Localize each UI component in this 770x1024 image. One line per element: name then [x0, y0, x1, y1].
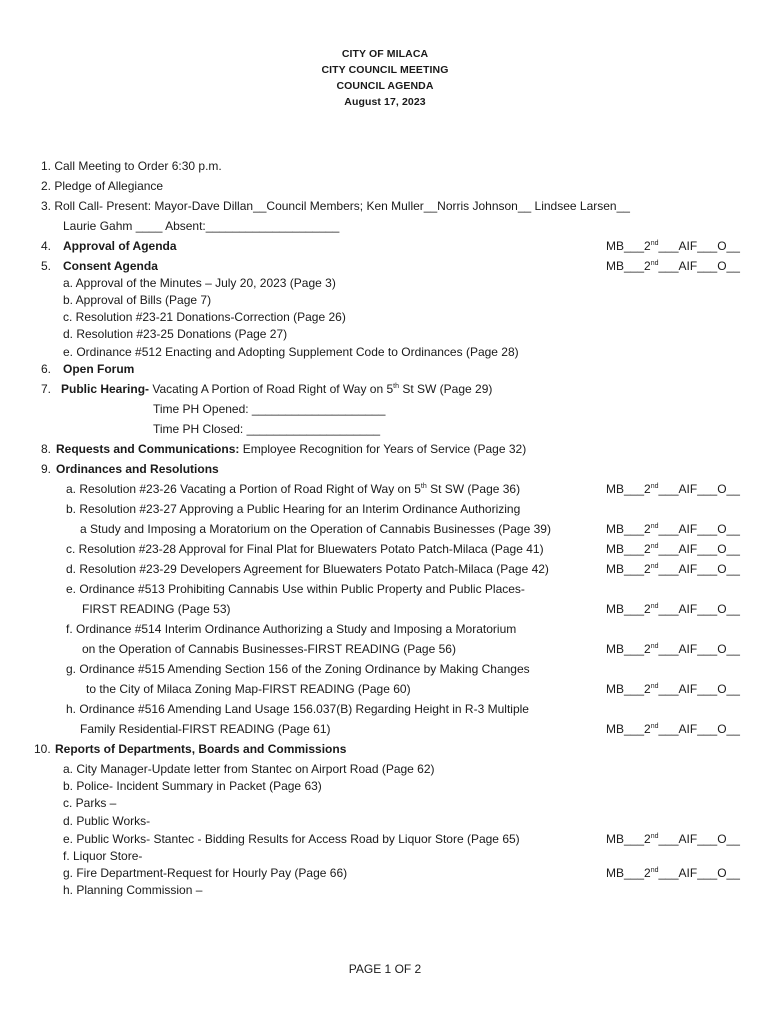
- vote-line: MB___2nd___AIF___O__: [606, 522, 740, 536]
- page-footer: PAGE 1 OF 2: [348, 962, 422, 976]
- item-9b: b. Resolution #23-27 Approving a Public Hearing for an Interim Ordinance Authorizing: [66, 502, 521, 516]
- item-9d: d. Resolution #23-29 Developers Agreement for Bluewaters Potato Patch-Milaca (Page 42): [66, 562, 549, 576]
- vote-line: MB___2nd___AIF___O__: [606, 259, 740, 273]
- item-5c: c. Resolution #23-21 Donations-Correction (Page 26): [63, 310, 346, 324]
- item-1: 1. Call Meeting to Order 6:30 p.m.: [41, 159, 222, 173]
- item-10c: c. Parks –: [63, 796, 117, 810]
- item-10e: e. Public Works- Stantec - Bidding Results for Access Road by Liquor Store (Page 65): [63, 832, 520, 846]
- header-meeting: CITY COUNCIL MEETING: [321, 64, 449, 76]
- vote-line: MB___2nd___AIF___O__: [606, 832, 740, 846]
- item-6-number: 6.: [41, 362, 52, 376]
- item-9e-continued: FIRST READING (Page 53): [82, 602, 231, 616]
- item-10b: b. Police- Incident Summary in Packet (Page 63): [63, 779, 322, 793]
- item-6: Open Forum: [63, 362, 135, 376]
- item-9b-continued: a Study and Imposing a Moratorium on the Operation of Cannabis Businesses (Page 39): [80, 522, 551, 536]
- item-9c: c. Resolution #23-28 Approval for Final Plat for Bluewaters Potato Patch-Milaca (Page 41): [66, 542, 544, 556]
- item-7: Public Hearing- Vacating A Portion of Road Right of Way on 5th St SW (Page 29): [61, 382, 493, 396]
- vote-line: MB___2nd___AIF___O__: [606, 722, 740, 736]
- ph-opened: Time PH Opened: ____________________: [153, 402, 386, 416]
- item-9g-continued: to the City of Milaca Zoning Map-FIRST READING (Page 60): [86, 682, 411, 696]
- item-9g: g. Ordinance #515 Amending Section 156 of the Zoning Ordinance by Making Changes: [66, 662, 530, 676]
- item-9f: f. Ordinance #514 Interim Ordinance Authorizing a Study and Imposing a Moratorium: [66, 622, 517, 636]
- header-date: August 17, 2023: [344, 96, 426, 108]
- vote-line: MB___2nd___AIF___O__: [606, 562, 740, 576]
- ph-closed: Time PH Closed: ____________________: [153, 422, 381, 436]
- item-3: 3. Roll Call- Present: Mayor-Dave Dillan__Council Members; Ken Muller__Norris Johnson__ Lindsee Larsen__: [41, 199, 630, 213]
- item-5b: b. Approval of Bills (Page 7): [63, 293, 212, 307]
- item-8-number: 8.: [41, 442, 52, 456]
- vote-line: MB___2nd___AIF___O__: [606, 542, 740, 556]
- item-5: Consent Agenda: [63, 259, 158, 273]
- item-3-continued: Laurie Gahm ____ Absent:____________________: [63, 219, 340, 233]
- item-9e: e. Ordinance #513 Prohibiting Cannabis Use within Public Property and Public Places-: [66, 582, 525, 596]
- header-city: CITY OF MILACA: [341, 48, 429, 60]
- item-10g: g. Fire Department-Request for Hourly Pay (Page 66): [63, 866, 348, 880]
- item-10d: d. Public Works-: [63, 814, 151, 828]
- item-8: Requests and Communications: Employee Recognition for Years of Service (Page 32): [56, 442, 527, 456]
- item-9a: a. Resolution #23-26 Vacating a Portion of Road Right of Way on 5th St SW (Page 36): [66, 482, 521, 496]
- item-2: 2. Pledge of Allegiance: [41, 179, 164, 193]
- item-5a: a. Approval of the Minutes – July 20, 2023 (Page 3): [63, 276, 336, 290]
- vote-line: MB___2nd___AIF___O__: [606, 642, 740, 656]
- vote-line: MB___2nd___AIF___O__: [606, 239, 740, 253]
- item-10-number: 10.: [34, 742, 51, 756]
- item-9: Ordinances and Resolutions: [56, 462, 219, 476]
- item-10h: h. Planning Commission –: [63, 883, 203, 897]
- item-10a: a. City Manager-Update letter from Stantec on Airport Road (Page 62): [63, 762, 435, 776]
- item-4: Approval of Agenda: [63, 239, 177, 253]
- header-agenda: COUNCIL AGENDA: [336, 80, 434, 92]
- item-10: Reports of Departments, Boards and Commissions: [55, 742, 347, 756]
- vote-line: MB___2nd___AIF___O__: [606, 682, 740, 696]
- item-7-number: 7.: [41, 382, 52, 396]
- item-5e: e. Ordinance #512 Enacting and Adopting Supplement Code to Ordinances (Page 28): [63, 345, 519, 359]
- item-4-number: 4.: [41, 239, 52, 253]
- item-9-number: 9.: [41, 462, 52, 476]
- item-5-number: 5.: [41, 259, 52, 273]
- vote-line: MB___2nd___AIF___O__: [606, 866, 740, 880]
- item-9f-continued: on the Operation of Cannabis Businesses-FIRST READING (Page 56): [82, 642, 456, 656]
- item-9h-continued: Family Residential-FIRST READING (Page 61): [80, 722, 331, 736]
- item-5d: d. Resolution #23-25 Donations (Page 27): [63, 327, 288, 341]
- agenda-header: [0, 46, 770, 110]
- vote-line: MB___2nd___AIF___O__: [606, 482, 740, 496]
- vote-line: MB___2nd___AIF___O__: [606, 602, 740, 616]
- item-10f: f. Liquor Store-: [63, 849, 143, 863]
- item-9h: h. Ordinance #516 Amending Land Usage 156.037(B) Regarding Height in R-3 Multiple: [66, 702, 529, 716]
